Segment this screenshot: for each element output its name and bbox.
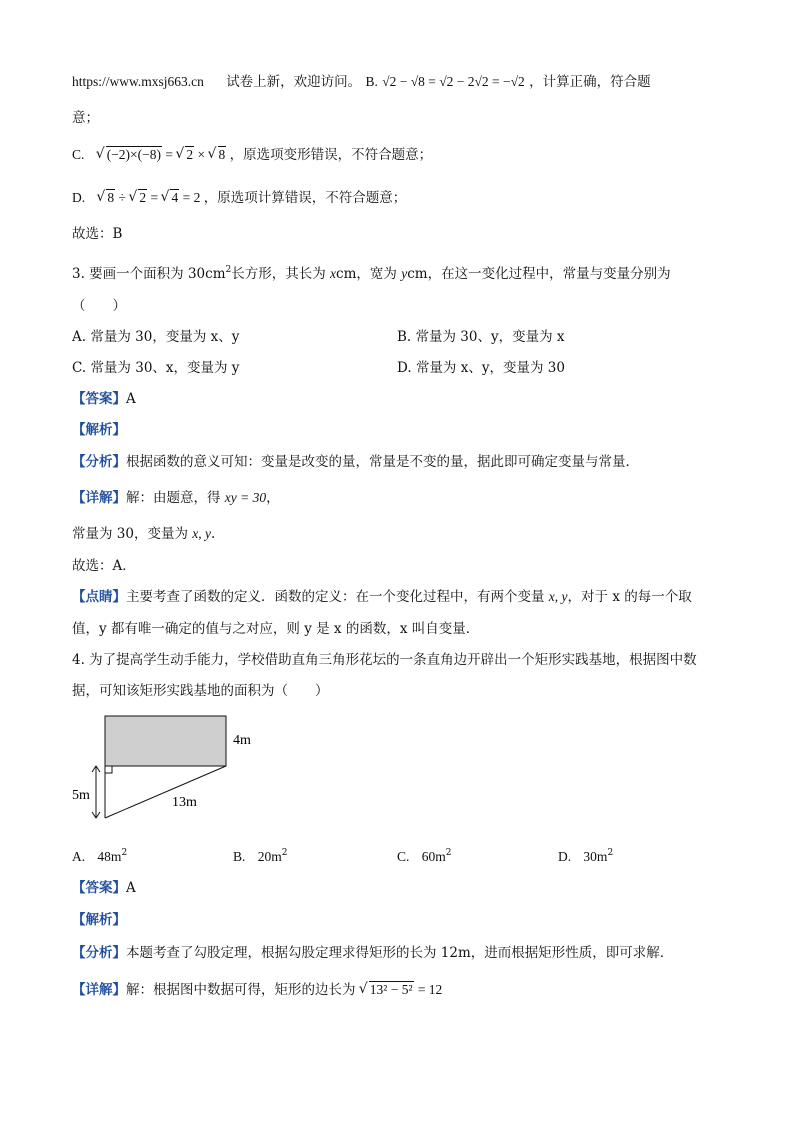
q3-answer: A [126, 391, 136, 407]
q4-option-b [233, 843, 287, 867]
q3-option-a-label: A. [72, 329, 87, 345]
q3-answer-line [72, 389, 136, 409]
q3-analysis-tag-text: 【解析】 [72, 422, 126, 438]
q4-option-c-sup: 2 [445, 848, 452, 858]
q4-rectangle-shaded [105, 716, 226, 766]
q3-option-a [72, 327, 239, 347]
q3-detail-tag: 【详解】 [72, 490, 126, 506]
q4-figure [68, 708, 278, 828]
q4-stem-line2: 据，可知该矩形实践基地的面积为（ ） [72, 683, 329, 699]
q4-detail-sqrt [360, 980, 414, 1000]
q2-option-c-label: C. [72, 147, 85, 162]
q3-option-b-text: 常量为 30、y，变量为 x [415, 329, 565, 345]
q3-const-b: x, y [192, 526, 212, 541]
q2-option-b-expr: √2 − √8 = √2 − 2√2 = −√2 [382, 74, 525, 89]
q4-option-d [558, 843, 613, 867]
site-notice: 试卷上新，欢迎访问。 [226, 74, 362, 90]
q3-stem-a: 3. 要画一个面积为 30cm [72, 266, 226, 282]
q4-detail-tag: 【详解】 [72, 982, 126, 998]
q3-detail-end: ， [266, 490, 280, 506]
q3-detail-text: 解：由题意，得 [126, 490, 221, 506]
q3-choose: 故选：A． [72, 558, 136, 574]
q3-fenxi [72, 452, 639, 472]
q3-stem [72, 260, 671, 284]
q4-option-c-text: 60m [421, 849, 446, 864]
header-line [72, 72, 651, 92]
q2-option-c-expr: √ (−2)×(−8) = √ 2 × √ 8 [97, 147, 230, 162]
q4-fenxi-tag: 【分析】 [72, 945, 126, 961]
q3-option-d-text: 常量为 x、y，变量为 30 [415, 360, 565, 376]
q2-option-d-comment: ，原选项计算错误，不符合题意； [203, 190, 407, 206]
q4-analysis-tag-text: 【解析】 [72, 912, 126, 928]
q3-dianjing-tag: 【点睛】 [72, 589, 126, 605]
q4-option-a-label: A. [72, 849, 86, 864]
q3-dianjing-b: ，对于 x 的每一个取 [567, 589, 692, 605]
q4-triangle-hypotenuse [105, 766, 226, 818]
q3-stem-c: cm，宽为 [336, 266, 397, 282]
q4-label-4m: 4m [233, 733, 251, 748]
q4-detail-radicand: 13² − 5² [369, 982, 413, 997]
q3-stem-sup: 2 [225, 265, 232, 275]
q3-analysis-tag [72, 420, 126, 440]
q4-answer: A [126, 880, 136, 896]
q4-option-a-text: 48m [97, 849, 122, 864]
q4-option-d-label: D. [558, 849, 572, 864]
q4-detail [72, 980, 442, 1000]
q3-option-b [397, 327, 565, 347]
q4-detail-text: 解：根据图中数据可得，矩形的边长为 [126, 982, 356, 998]
site-url: https://www.mxsj663.cn [72, 74, 204, 89]
q4-option-c-label: C. [397, 849, 410, 864]
q4-stem-line1: 4. 为了提高学生动手能力，学校借助直角三角形花坛的一条直角边开辟出一个矩形实践基地，根据图中数 [72, 652, 697, 668]
q4-option-a [72, 843, 127, 867]
q4-label-5m: 5m [72, 788, 90, 803]
q3-option-d [397, 358, 565, 378]
q3-dianjing [72, 587, 692, 607]
q3-detail [72, 488, 280, 508]
q4-answer-line [72, 878, 136, 898]
q3-option-a-text: 常量为 30，变量为 x、y [90, 329, 240, 345]
q2-answer: 故选：B [72, 226, 123, 242]
q2-option-c-comment: ，原选项变形错误，不符合题意； [229, 147, 433, 163]
q2-option-d [72, 188, 406, 208]
q2-option-d-label: D. [72, 190, 86, 205]
q3-dianjing-a: 主要考查了函数的定义．函数的定义：在一个变化过程中，有两个变量 [126, 589, 545, 605]
q2-option-b-label: B. [365, 74, 378, 89]
q3-answer-tag: 【答案】 [72, 391, 126, 407]
q4-analysis-tag [72, 910, 126, 930]
q3-fenxi-tag: 【分析】 [72, 454, 126, 470]
q4-option-b-text: 20m [257, 849, 282, 864]
q2-option-d-expr: √ 8 ÷ √ 2 = √ 4 = 2 [97, 190, 203, 205]
q2-option-c [72, 145, 432, 165]
q4-option-d-text: 30m [583, 849, 608, 864]
q4-label-13m: 13m [172, 795, 197, 810]
q3-const-a: 常量为 30，变量为 [72, 526, 188, 542]
q2-option-b-comment: ，计算正确，符合题 [529, 74, 651, 90]
q4-fenxi [72, 943, 673, 963]
q3-option-b-label: B. [397, 329, 412, 345]
q3-option-c-label: C. [72, 360, 87, 376]
q3-dianjing-xy: x, y [548, 589, 568, 604]
q4-right-angle-mark [105, 766, 112, 773]
q2-b-comment-line2: 意； [72, 110, 99, 126]
q3-const-c: . [211, 526, 216, 542]
q4-option-d-sup: 2 [607, 848, 614, 858]
q3-stem-x: x [330, 266, 337, 281]
q4-option-b-label: B. [233, 849, 246, 864]
q4-option-b-sup: 2 [281, 848, 288, 858]
q4-detail-eq: = 12 [417, 982, 443, 997]
q3-fenxi-text: 根据函数的意义可知：变量是改变的量，常量是不变的量，据此即可确定变量与常量． [126, 454, 639, 470]
q3-option-c-text: 常量为 30、x，变量为 y [90, 360, 240, 376]
q3-stem-y: y [401, 266, 408, 281]
q3-dianjing-line2: 值，y 都有唯一确定的值与之对应，则 y 是 x 的函数，x 叫自变量． [72, 621, 480, 637]
q4-option-a-sup: 2 [121, 848, 128, 858]
q3-const-line [72, 524, 215, 544]
q4-fenxi-text: 本题考查了勾股定理，根据勾股定理求得矩形的长为 12m，进而根据矩形性质，即可求解． [126, 945, 674, 961]
q3-paren: （ ） [72, 298, 126, 314]
q4-answer-tag: 【答案】 [72, 880, 126, 896]
q3-stem-b: 长方形，其长为 [231, 266, 326, 282]
q3-detail-eq: xy = 30 [224, 490, 267, 505]
q3-stem-d: cm，在这一变化过程中，常量与变量分别为 [407, 266, 671, 282]
q4-option-c [397, 843, 451, 867]
q3-option-d-label: D. [397, 360, 412, 376]
q3-option-c [72, 358, 239, 378]
